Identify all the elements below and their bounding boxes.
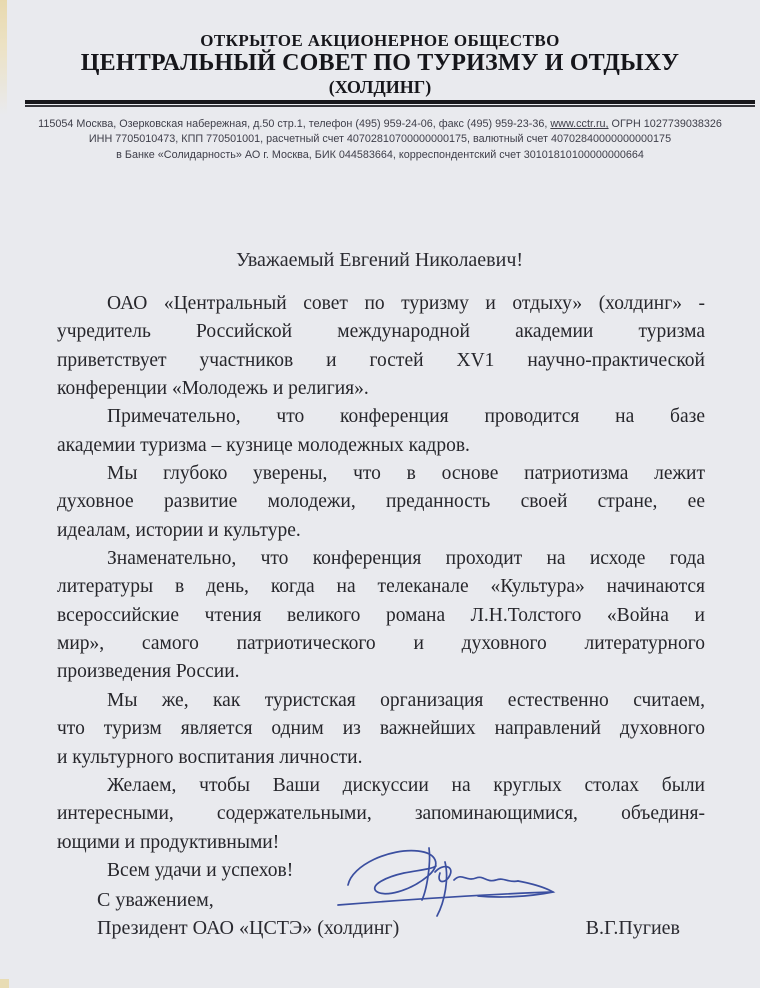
paragraph-line: Мы же, как туристская организация естественно считаем, (107, 689, 705, 711)
paragraph-line: интересными, содержательными, запоминающимися, объединя- (57, 803, 705, 825)
letterhead (0, 31, 760, 97)
paragraph (57, 460, 705, 545)
paragraph (57, 290, 705, 403)
contact-line-2: ИНН 7705010473, КПП 770501001, расчетный счет 40702810700000000175, валютный счет 40702840000000000175 (88, 133, 672, 146)
holding-label: (ХОЛДИНГ) (328, 77, 432, 97)
paragraph-line: академии туризма – кузнице молодежных кадров. (57, 434, 470, 456)
paragraph-line: учредитель Российской международной академии туризма (57, 321, 705, 343)
paragraph-line: конференции «Молодежь и религия». (57, 378, 369, 400)
salutation: Уважаемый Евгений Николаевич! (235, 249, 524, 271)
paragraph-line: произведения России. (57, 661, 240, 683)
paragraph-line: всероссийские чтения великого романа Л.Н.Толстого «Война и (57, 604, 705, 626)
signatory-title: Президент ОАО «ЦСТЭ» (холдинг) (97, 917, 400, 939)
website-link: www.cctr.ru, (550, 118, 609, 130)
handwritten-signature (332, 841, 567, 919)
paragraph-line: ОАО «Центральный совет по туризму и отдыху» (холдинг» - (107, 293, 705, 314)
signature-strokes (338, 848, 553, 916)
letterhead-divider-rule (25, 100, 755, 107)
contact-line-1 (0, 117, 760, 132)
letter-body (57, 290, 705, 885)
paragraph-line: что туризм является одним из важнейших направлений духовного (57, 718, 705, 740)
paragraph-line: приветствует участников и гостей XV1 научно-практической (57, 349, 705, 371)
paragraph (57, 403, 705, 460)
paragraph-line: духовное развитие молодежи, преданность своей стране, ее (57, 491, 705, 513)
contact-line-1-post: ОГРН 1027739038326 (608, 118, 722, 130)
paragraph-line: и культурного воспитания личности. (57, 746, 363, 768)
paragraph-line: Желаем, чтобы Ваши дискуссии на круглых столах были (107, 774, 705, 796)
paragraph-line: ющими и продуктивными! (57, 831, 280, 853)
closing-regards: С уважением, (97, 889, 214, 911)
contact-info-block (0, 117, 760, 163)
scan-edge-artifact (0, 979, 9, 988)
company-name: ЦЕНТРАЛЬНЫЙ СОВЕТ ПО ТУРИЗМУ И ОТДЫХУ (80, 50, 680, 76)
paragraph-line: Знаменательно, что конференция проходит на исходе года (107, 548, 705, 570)
paragraph-line: идеалам, истории и культуре. (57, 519, 301, 541)
paragraph-line: Мы глубоко уверены, что в основе патриотизма лежит (107, 463, 705, 485)
paragraph (57, 687, 705, 772)
contact-line-1-pre: 115054 Москва, Озерковская набережная, д.50 стр.1, телефон (495) 959-24-06, факс (495) 959-23-36, (38, 118, 551, 130)
paragraph-line: литературы в день, когда на телеканале «Культура» начинаются (57, 576, 705, 598)
signatory-name: В.Г.Пугиев (585, 917, 680, 939)
paragraph-line: мир», самого патриотического и духовного литературного (57, 633, 705, 655)
company-type: ОТКРЫТОЕ АКЦИОНЕРНОЕ ОБЩЕСТВО (200, 31, 560, 50)
contact-line-3: в Банке «Солидарность» АО г. Москва, БИК 044583664, корреспондентский счет 30101810100000000664 (116, 148, 644, 161)
paragraph-line: Примечательно, что конференция проводится на базе (107, 406, 705, 428)
paragraph-line: Всем удачи и успехов! (107, 859, 294, 881)
paragraph (57, 545, 705, 687)
